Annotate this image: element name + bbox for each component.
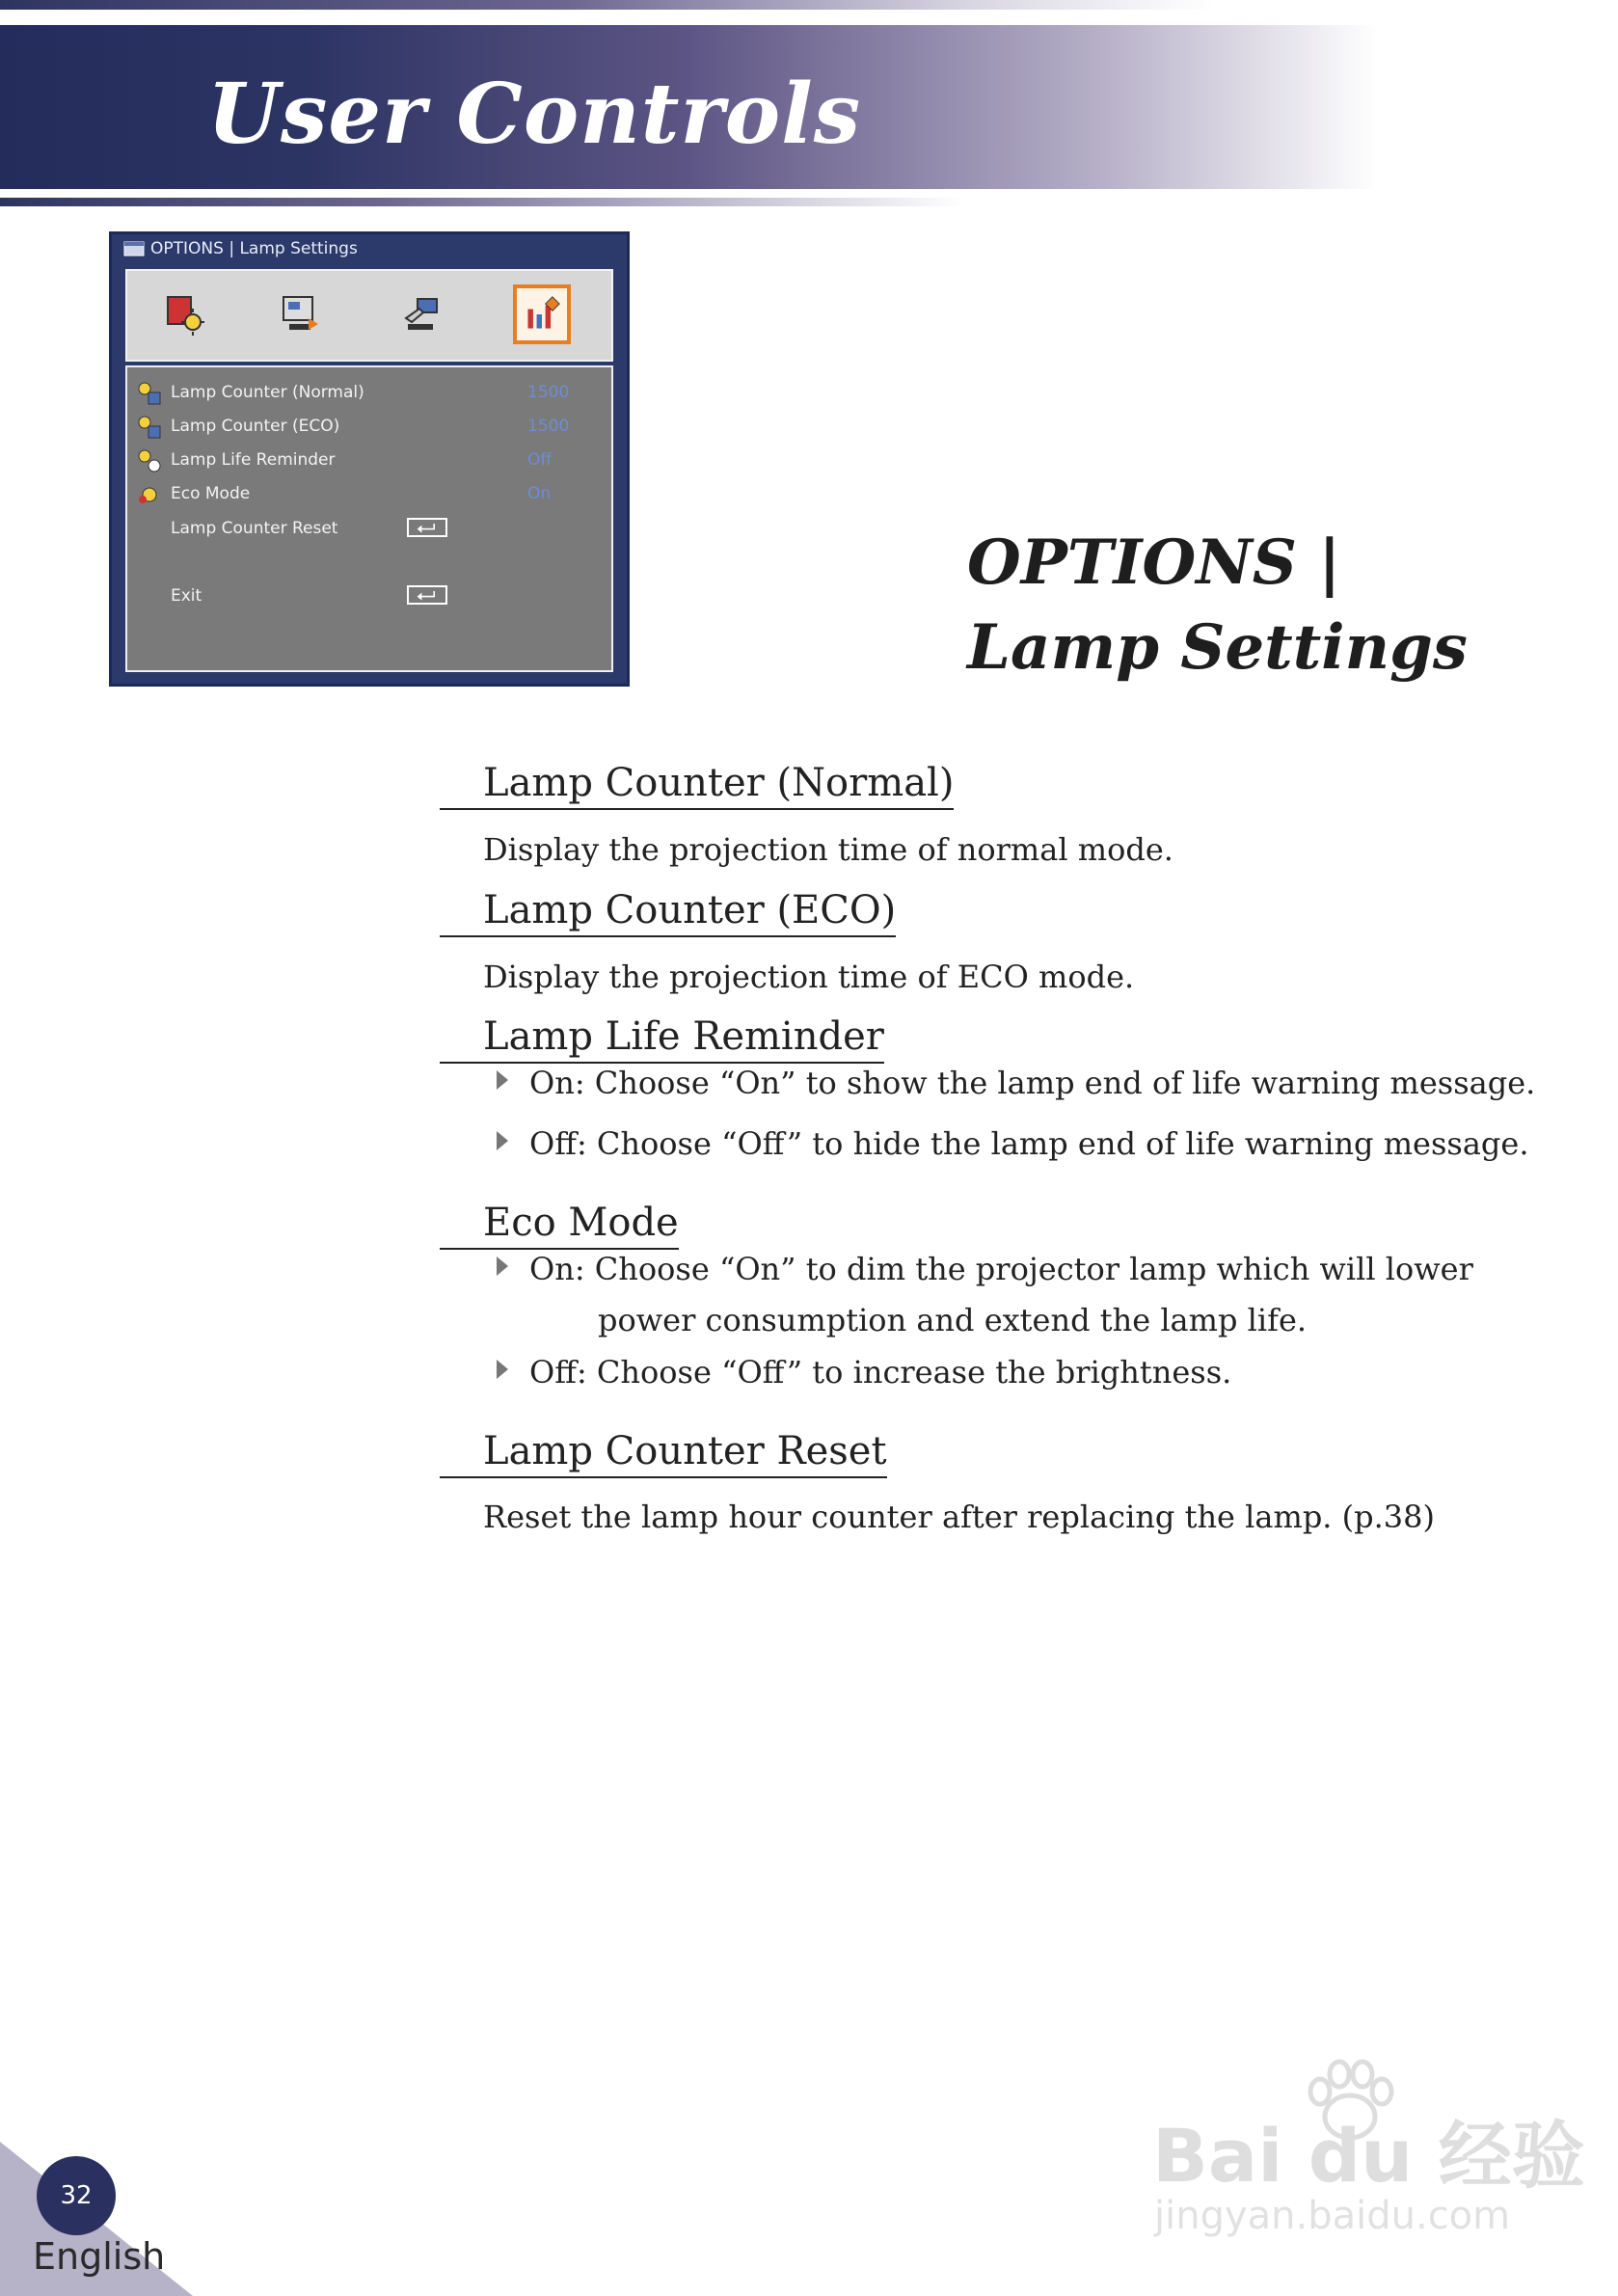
watermark-brand: Bai du 经验 bbox=[1152, 2113, 1585, 2199]
item-title-lamp-counter-reset: Lamp Counter Reset bbox=[440, 1426, 887, 1478]
osd-row-lamp-life-reminder[interactable] bbox=[127, 446, 611, 475]
display-settings-icon[interactable] bbox=[272, 284, 330, 344]
footer-language: English bbox=[33, 2235, 166, 2278]
osd-row-value: 1500 bbox=[527, 417, 570, 436]
item-title-lamp-counter-eco: Lamp Counter (ECO) bbox=[440, 885, 896, 937]
bullet-text: On: Choose “On” to show the lamp end of life warning message. bbox=[529, 1065, 1536, 1101]
bullet-lamp-life-on bbox=[497, 1065, 1535, 1101]
osd-row-label: Eco Mode bbox=[171, 484, 251, 503]
item-title-eco-mode: Eco Mode bbox=[440, 1198, 679, 1250]
osd-row-value: On bbox=[527, 484, 552, 503]
desc-lamp-counter-eco: Display the projection time of ECO mode. bbox=[483, 959, 1135, 995]
osd-row-label: Lamp Counter Reset bbox=[171, 519, 338, 538]
bullet-arrow-icon bbox=[497, 1131, 508, 1150]
bullet-text: Off: Choose “Off” to increase the brightness. bbox=[529, 1354, 1232, 1391]
osd-row-lamp-counter-eco[interactable] bbox=[127, 413, 611, 442]
header-bottom-rule bbox=[0, 198, 964, 206]
osd-row-label: Exit bbox=[171, 586, 202, 606]
bullet-lamp-life-off bbox=[497, 1125, 1529, 1162]
header-top-rule bbox=[0, 0, 1618, 10]
osd-menu-body bbox=[125, 365, 613, 672]
osd-row-lamp-counter-reset[interactable] bbox=[127, 515, 611, 544]
osd-row-exit[interactable] bbox=[127, 582, 611, 611]
page-number: 32 bbox=[60, 2181, 93, 2210]
osd-menu-screenshot bbox=[109, 231, 630, 687]
section-title-line2: Lamp Settings bbox=[967, 611, 1468, 684]
watermark-url: jingyan.baidu.com bbox=[1154, 2194, 1511, 2238]
bullet-eco-on-continued: power consumption and extend the lamp life. bbox=[598, 1302, 1308, 1338]
eco-mode-icon bbox=[137, 482, 162, 507]
osd-row-value: 1500 bbox=[527, 383, 570, 402]
lamp-counter-icon bbox=[137, 381, 162, 406]
osd-window-title: OPTIONS | Lamp Settings bbox=[150, 239, 358, 258]
lamp-reminder-icon bbox=[137, 448, 162, 473]
osd-row-label: Lamp Life Reminder bbox=[171, 450, 336, 470]
item-title-lamp-counter-normal: Lamp Counter (Normal) bbox=[440, 758, 954, 810]
bullet-text: On: Choose “On” to dim the projector lamp which will lower bbox=[529, 1251, 1473, 1287]
lamp-counter-eco-icon bbox=[137, 415, 162, 440]
image-settings-icon[interactable] bbox=[156, 284, 214, 344]
bullet-eco-on bbox=[497, 1251, 1473, 1287]
section-title bbox=[967, 521, 1468, 690]
bullet-eco-off bbox=[497, 1354, 1231, 1391]
bullet-text: Off: Choose “Off” to hide the lamp end of life warning message. bbox=[529, 1125, 1529, 1162]
bullet-arrow-icon bbox=[497, 1070, 508, 1090]
osd-titlebar bbox=[112, 234, 627, 263]
page-number-badge bbox=[37, 2156, 116, 2235]
window-icon bbox=[123, 240, 145, 257]
baidu-watermark bbox=[1152, 2059, 1585, 2252]
item-title-lamp-life-reminder: Lamp Life Reminder bbox=[440, 1012, 884, 1064]
options-icon[interactable] bbox=[513, 284, 571, 344]
enter-icon[interactable] bbox=[407, 518, 447, 537]
osd-row-value: Off bbox=[527, 450, 553, 470]
bullet-arrow-icon bbox=[497, 1360, 508, 1379]
osd-row-label: Lamp Counter (Normal) bbox=[171, 383, 364, 402]
osd-row-eco-mode[interactable] bbox=[127, 480, 611, 509]
desc-lamp-counter-normal: Display the projection time of normal mode. bbox=[483, 831, 1173, 868]
page-header-title: User Controls bbox=[207, 66, 862, 163]
desc-lamp-counter-reset: Reset the lamp hour counter after replacing the lamp. (p.38) bbox=[483, 1499, 1435, 1535]
osd-row-lamp-counter-normal[interactable] bbox=[127, 379, 611, 408]
setup-icon[interactable] bbox=[392, 284, 450, 344]
osd-row-label: Lamp Counter (ECO) bbox=[171, 417, 340, 436]
osd-tab-bar bbox=[125, 269, 613, 362]
section-title-line1: OPTIONS | bbox=[967, 527, 1341, 599]
enter-icon[interactable] bbox=[407, 585, 447, 605]
bullet-arrow-icon bbox=[497, 1256, 508, 1276]
